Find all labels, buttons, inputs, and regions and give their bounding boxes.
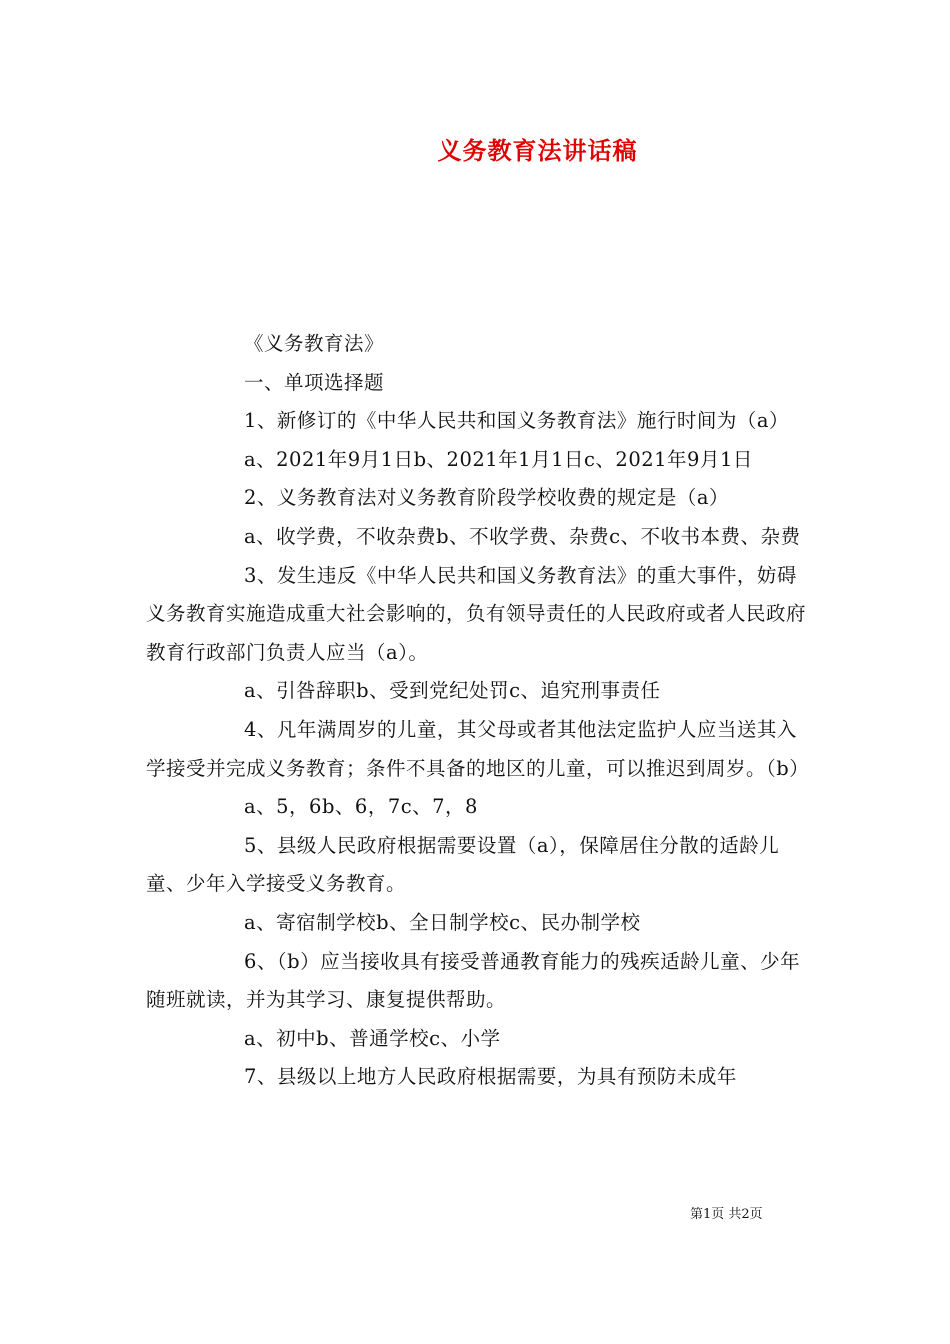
paragraph: 7、县级以上地方人民政府根据需要，为具有预防未成年: [244, 1065, 737, 1089]
paragraph: 5、县级人民政府根据需要设置（a），保障居住分散的适龄儿童、少年入学接受义务教育。: [146, 833, 780, 896]
paragraph: a、引咎辞职b、受到党纪处罚c、追究刑事责任: [244, 679, 661, 703]
paragraph: 4、凡年满周岁的儿童，其父母或者其他法定监护人应当送其入学接受并完成义务教育；条件不具备的地区的儿童，可以推迟到周岁。（b）: [146, 717, 810, 780]
paragraph: 一、单项选择题: [244, 370, 385, 394]
page-number: 第1页 共2页: [690, 1207, 763, 1222]
paragraph: a、收学费，不收杂费b、不收学费、杂费c、不收书本费、杂费: [244, 524, 801, 548]
paragraph: a、5，6b、6，7c、7，8: [244, 795, 478, 819]
paragraph: 1、新修订的《中华人民共和国义务教育法》施行时间为（a）: [244, 409, 790, 433]
paragraph: 《义务教育法》: [244, 332, 385, 355]
paragraph: a、初中b、普通学校c、小学: [244, 1026, 501, 1050]
document-title: 义务教育法讲话稿: [437, 137, 638, 165]
paragraph: a、2021年9月1日b、2021年1月1日c、2021年9月1日: [244, 447, 753, 471]
document-body: [146, 325, 808, 1097]
paragraph: a、寄宿制学校b、全日制学校c、民办制学校: [244, 910, 641, 934]
paragraph: 2、义务教育法对义务教育阶段学校收费的规定是（a）: [244, 486, 730, 510]
paragraph: 3、发生违反《中华人民共和国义务教育法》的重大事件，妨碍义务教育实施造成重大社会影响的，负有领导责任的人民政府或者人民政府教育行政部门负责人应当（a）。: [146, 563, 807, 664]
paragraph: 6、（b）应当接收具有接受普通教育能力的残疾适龄儿童、少年随班就读，并为其学习、康复提供帮助。: [146, 949, 801, 1012]
